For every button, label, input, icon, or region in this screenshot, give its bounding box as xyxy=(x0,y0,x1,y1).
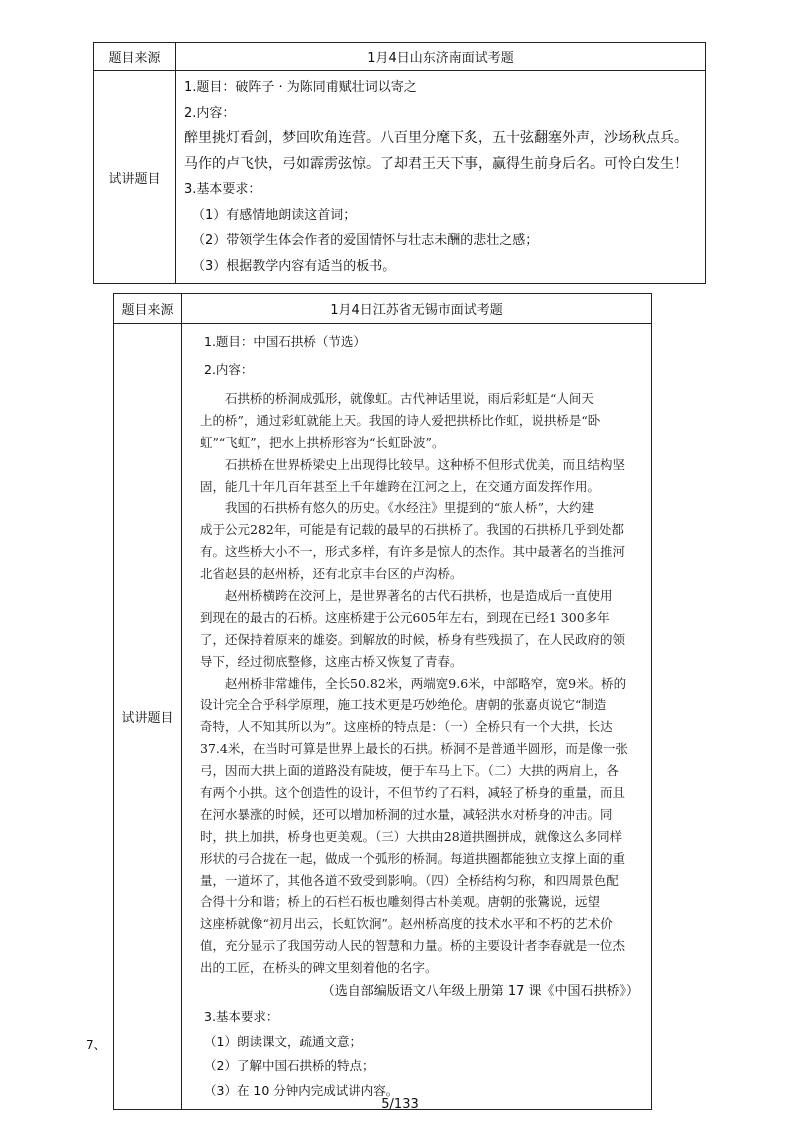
table-header-row xyxy=(114,294,652,324)
requirement-item: （1）朗读课文，疏通文意； xyxy=(204,1033,362,1049)
passage-line: 量，一道坏了，其他各道不致受到影响。（四）全桥结构匀称，和四周景色配 xyxy=(200,872,619,888)
topic-label-cell: 试讲题目 xyxy=(94,71,176,284)
topic-content-cell xyxy=(182,324,652,1110)
passage-line: 奇特，人不知其所以为”。这座桥的特点是：（一）全桥只有一个大拱，长达 xyxy=(200,719,613,735)
poem-line: 醉里挑灯看剑，梦回吹角连营。八百里分麾下炙，五十弦翻塞外声，沙场秋点兵。 xyxy=(184,130,688,146)
requirement-item: （3）在 10 分钟内完成试讲内容。 xyxy=(204,1082,399,1098)
passage-line: 赵州桥非常雄伟，全长50.82米，两端宽9.6米，中部略窄，宽9米。桥的 xyxy=(225,675,627,691)
passage-line: 37.4米，在当时可算是世界上最长的石拱。桥洞不是普通半圆形，而是像一张 xyxy=(200,741,628,757)
table-content-row xyxy=(94,71,706,284)
item-number: 7、 xyxy=(86,1038,106,1052)
passage-line: 形状的弓合拢在一起，做成一个弧形的桥洞。每道拱圈都能独立支撑上面的重 xyxy=(200,850,626,866)
requirement-item: （1）有感情地朗读这首词； xyxy=(192,207,357,223)
passage-line: 固，能几十年几百年甚至上千年雄跨在江河之上，在交通方面发挥作用。 xyxy=(200,478,601,494)
source-label-cell: 题目来源 xyxy=(114,294,182,324)
topic-title: 1.题目：中国石拱桥（节选） xyxy=(204,334,366,349)
passage-line: 合得十分和谐；桥上的石栏石板也雕刻得古朴美观。唐朝的张鷟说，远望 xyxy=(200,894,601,910)
passage-line: 石拱桥的桥洞成弧形，就像虹。古代神话里说，雨后彩虹是“人间天 xyxy=(225,391,594,406)
passage-line: 到现在的最古的石桥。这座桥建于公元605年左右，到现在已经1 300多年 xyxy=(200,609,610,625)
passage-line: 北省赵县的赵州桥，还有北京丰台区的卢沟桥。 xyxy=(200,566,463,582)
poem-line: 马作的卢飞快，弓如霹雳弦惊。了却君王天下事，赢得生前身后名。可怜白发生！ xyxy=(184,155,688,172)
requirements-label: 3.基本要求： xyxy=(184,182,262,197)
page-number: 5/133 xyxy=(381,1097,419,1112)
passage-line: 值，充分显示了我国劳动人民的智慧和力量。桥的主要设计者李春就是一位杰 xyxy=(200,938,626,954)
source-value-cell: 1月4日山东济南面试考题 xyxy=(176,43,706,71)
table-content-row xyxy=(114,324,652,1110)
content-label: 2.内容： xyxy=(184,105,236,121)
passage-line: 时，拱上加拱，桥身也更美观。（三）大拱由28道拱圈拼成，就像这么多同样 xyxy=(200,828,623,844)
passage-line: 有两个小拱。这个创造性的设计，不但节约了石料，减轻了桥身的重量，而且 xyxy=(200,785,626,801)
exam-table-jinan xyxy=(93,42,706,284)
passage-line: 我国的石拱桥有悠久的历史。《水经注》里提到的“旅人桥”，大约建 xyxy=(225,500,595,516)
passage-line: 弓，因而大拱上面的道路没有陡坡，便于车马上下。（二）大拱的两肩上，各 xyxy=(200,763,619,779)
passage-line: 虹”“飞虹”，把水上拱桥形容为“长虹卧波”。 xyxy=(200,434,445,450)
passage-line: 导下，经过彻底整修，这座古桥又恢复了青春。 xyxy=(200,653,463,669)
content-label: 2.内容： xyxy=(204,362,254,377)
source-value-cell: 1月4日江苏省无锡市面试考题 xyxy=(182,294,652,324)
requirement-item: （2）了解中国石拱桥的特点； xyxy=(204,1058,375,1074)
passage-line: 设计完全合乎科学原理，施工技术更是巧妙绝伦。唐朝的张嘉贞说它“制造 xyxy=(200,697,607,713)
passage-line: 在河水暴涨的时候，还可以增加桥洞的过水量，减轻洪水对桥身的冲击。同 xyxy=(200,806,613,822)
requirements-label: 3.基本要求： xyxy=(204,1009,279,1025)
source-label-cell: 题目来源 xyxy=(94,43,176,71)
topic-label-cell: 试讲题目 xyxy=(114,324,182,1110)
passage-line: 成于公元282年，可能是有记载的最早的石拱桥了。我国的石拱桥几乎到处都 xyxy=(200,522,624,538)
exam-table-wuxi xyxy=(113,293,652,1110)
topic-content-cell xyxy=(176,71,706,284)
requirement-item: （3）根据教学内容有适当的板书。 xyxy=(192,258,396,274)
requirement-item: （2）带领学生体会作者的爱国情怀与壮志未酬的悲壮之感； xyxy=(192,233,539,248)
passage xyxy=(188,384,645,979)
passage-line: 有。这些桥大小不一，形式多样，有许多是惊人的杰作。其中最著名的当推河 xyxy=(200,544,626,560)
passage-line: 这座桥就像“初月出云，长虹饮涧”。赵州桥高度的技术水平和不朽的艺术价 xyxy=(200,916,613,932)
table-header-row xyxy=(94,43,706,71)
passage-line: 了，还保持着原来的雄姿。到解放的时候，桥身有些残损了，在人民政府的领 xyxy=(200,631,626,647)
topic-title: 1.题目：破阵子 · 为陈同甫赋壮词以寄之 xyxy=(184,80,417,95)
passage-line: 上的桥”，通过彩虹就能上天。我国的诗人爱把拱桥比作虹，说拱桥是“卧 xyxy=(200,412,601,428)
passage-line: 赵州桥横跨在洨河上，是世界著名的古代石拱桥，也是造成后一直使用 xyxy=(225,588,613,604)
passage-line: 石拱桥在世界桥梁史上出现得比较早。这种桥不但形式优美，而且结构坚 xyxy=(225,456,626,472)
passage-line: 出的工匠，在桥头的碑文里刻着他的名字。 xyxy=(200,960,438,976)
passage-source: （选自部编版语文八年级上册第 17 课《中国石拱桥》） xyxy=(321,984,639,1000)
